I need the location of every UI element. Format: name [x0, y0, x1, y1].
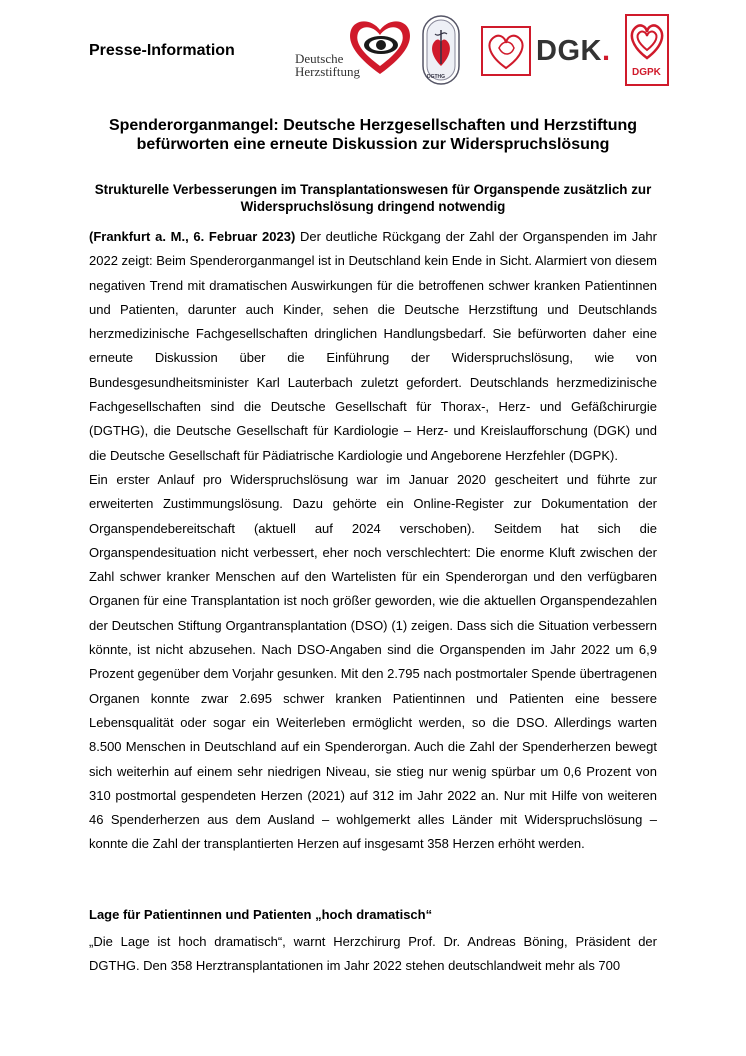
paragraph-1-text: Der deutliche Rückgang der Zahl der Organspenden im Jahr 2022 zeigt: Beim Spenderorganmangel ist in Deutschland kein Ende in Sicht. Alarmiert von diesem negativen Trend mit dramatischen Auswirkungen für die betroffenen schwer kranken Patientinnen und Patienten, darunter auch Kinder, sehen die Deutsche Herzstiftung und Deutschlands herzmedizinische Fachgesellschaften dringlichen Handlungsbedarf. Sie befürworten daher eine erneute Diskussion über die Einführung der Widerspruchslösung, wie von Bundesgesundheitsminister Karl Lauterbach zuletzt gefordert. Deutschlands herzmedizinische Fachgesellschaften sind die Deutsche Gesellschaft für Thorax-, Herz- und Gefäßchirurgie (DGTHG), die Deutsche Gesellschaft für Kardiologie – Herz- und Kreislaufforschung (DGK) und die Deutsche Gesellschaft für Pädiatrische Kardiologie und Angeborene Herzfehler (DGPK).	[89, 229, 657, 463]
dgpk-label: DGPK	[632, 67, 661, 78]
paragraph-1	[89, 225, 657, 468]
article-body-continued	[89, 930, 657, 979]
paragraph-2: Ein erster Anlauf pro Widerspruchslösung war im Januar 2020 gescheitert und führte zur erweiterten Zustimmungslösung. Dazu gehörte ein Online-Register zur Dokumentation der Organspendebereitschaft (aktuell auf 2024 verschoben). Seitdem hat sich die Organspendesituation nicht verbessert, eher noch verschlechtert: Die enorme Kluft zwischen der Zahl schwer kranker Menschen auf den Wartelisten für ein Spenderorgan und den verfügbaren Organen für eine Transplantation ist noch größer geworden, wie die aktuellen Organspendezahlen der Deutschen Stiftung Organtransplantation (DSO) (1) zeigen. Dass sich die Situation verbessern könnte, ist nicht abzusehen. Nach DSO-Angaben sind die Organspenden im Jahr 2022 um 6,9 Prozent gegenüber dem Vorjahr gesunken. Mit den 2.795 nach postmortaler Spende übertragenen Organen konnte zwar 2.695 schwer kranken Patientinnen und Patienten eine bessere Lebensqualität oder sogar ein Weiterleben ermöglicht werden, so die DSO. Allerdings warten 8.500 Menschen in Deutschland auf ein Spenderorgan. Auch die Zahl der Spenderherzen bewegt sich weiterhin auf einem sehr niedrigen Niveau, sie stieg nur wenig spürbar um 0,6 Prozent von 310 postmortal gespendeten Herzen (2021) auf 312 im Jahr 2022 an. Nur mit Hilfe von weiteren 46 Spenderherzen aus dem Ausland – wohlgemerkt alles Länder mit Widerspruchslösung – konnte die Zahl der transplantierten Herzen auf insgesamt 358 Herzen erhöht werden.	[89, 471, 657, 852]
dgk-heart-icon	[481, 26, 531, 76]
dateline: (Frankfurt a. M., 6. Februar 2023)	[89, 229, 296, 244]
deutsche-herzstiftung-wordmark: Deutsche Herzstiftung	[295, 51, 360, 79]
dgthg-label: DGTHG	[427, 74, 446, 80]
dgthg-logo	[421, 14, 461, 86]
article-body	[89, 225, 657, 857]
paragraph-3: „Die Lage ist hoch dramatisch“, warnt Herzchirurg Prof. Dr. Andreas Böning, Präsident der DGTHG. Den 358 Herztransplantationen im Jahr 2022 stehen deutschlandweit mehr als 700	[89, 934, 657, 974]
partner-logos	[295, 14, 695, 86]
article-title: Spenderorganmangel: Deutsche Herzgesellschaften und Herzstiftung befürworten eine erneute Diskussion zur Widerspruchslösung	[108, 117, 638, 153]
article-subtitle: Strukturelle Verbesserungen im Transplantationswesen für Organspende zusätzlich zur Widerspruchslösung dringend notwendig	[94, 182, 652, 214]
dgk-wordmark: DGK.	[536, 35, 611, 67]
section-heading: Lage für Patientinnen und Patienten „hoch dramatisch“	[89, 907, 433, 922]
press-info-label: Presse-Information	[89, 42, 235, 59]
deutsche-herzstiftung-logo	[295, 14, 415, 86]
